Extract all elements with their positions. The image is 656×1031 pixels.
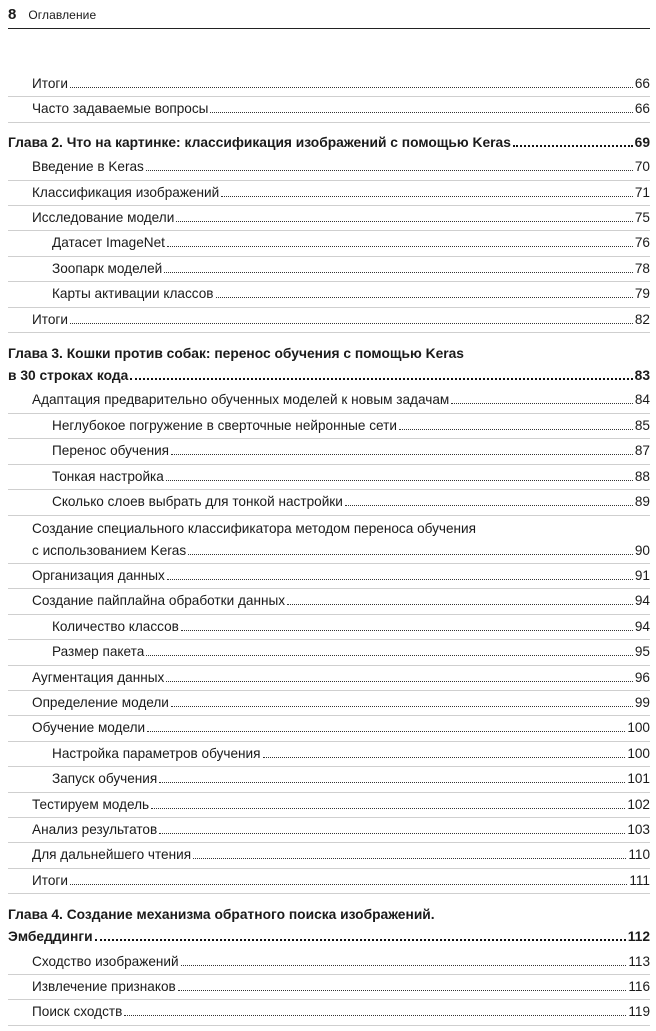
dot-leader [345, 504, 633, 506]
toc-section-entry[interactable] [8, 97, 650, 122]
toc-page-number: 116 [628, 979, 650, 994]
dot-leader [287, 603, 633, 605]
dot-leader [399, 428, 633, 430]
toc-chapter-entry[interactable] [8, 902, 650, 949]
dot-leader [188, 553, 633, 555]
toc-subsection-entry[interactable] [8, 615, 650, 640]
toc-page-number: 87 [634, 443, 650, 459]
toc-section-entry[interactable] [8, 950, 650, 975]
toc-section-entry[interactable] [8, 975, 650, 1000]
toc-section-entry[interactable] [8, 155, 650, 180]
toc-entry-title: Итоги [32, 76, 68, 91]
toc-chapter-title-line2: в 30 строках кода [8, 368, 129, 384]
toc-entry-title: Сколько слоев выбрать для тонкой настройки [52, 494, 343, 510]
toc-section-entry[interactable] [8, 181, 650, 206]
dot-leader [147, 730, 625, 732]
dot-leader [166, 479, 633, 481]
toc-page-number: 91 [634, 567, 650, 583]
toc-chapter-title-line2: Эмбеддинги [8, 929, 93, 945]
dot-leader [181, 629, 633, 631]
toc-page-number: 102 [627, 796, 650, 812]
toc-entry-title: Поиск сходств [32, 1004, 123, 1020]
toc-section-entry[interactable] [8, 564, 650, 589]
dot-leader [70, 322, 633, 324]
toc-entry-title: Тонкая настройка [52, 468, 164, 484]
toc-section-entry[interactable] [8, 72, 650, 97]
toc-section-entry[interactable] [8, 388, 650, 413]
toc-chapter-entry[interactable] [8, 131, 650, 155]
toc-page-number: 66 [634, 76, 650, 91]
dot-leader [451, 402, 633, 404]
toc-section-entry[interactable] [8, 308, 650, 333]
toc-section-entry[interactable] [8, 691, 650, 716]
toc-page-number: 100 [627, 745, 650, 761]
table-of-contents [8, 72, 650, 1026]
toc-page-number: 100 [627, 720, 650, 736]
toc-section-entry[interactable] [8, 1000, 650, 1025]
toc-entry-title: Для дальнейшего чтения [32, 847, 192, 863]
toc-page-number: 96 [634, 669, 650, 685]
toc-section-entry[interactable] [8, 666, 650, 691]
toc-subsection-entry[interactable] [8, 257, 650, 282]
toc-page-number: 95 [634, 644, 650, 660]
toc-entry-title: Размер пакета [52, 644, 145, 660]
toc-entry-title: Обучение модели [32, 720, 146, 736]
dot-leader [263, 756, 626, 758]
toc-subsection-entry[interactable] [8, 465, 650, 490]
toc-page-number: 83 [634, 368, 650, 384]
toc-chapter-title: Глава 2. Что на картинке: классификация изображений с помощью Keras [8, 134, 511, 150]
toc-entry-title: Настройка параметров обучения [52, 745, 261, 761]
dot-leader [70, 883, 627, 885]
toc-entry-title: Извлечение признаков [32, 979, 176, 994]
dot-leader [167, 578, 633, 580]
dot-leader [124, 1014, 626, 1016]
toc-entry-title: Создание пайплайна обработки данных [32, 593, 286, 609]
toc-entry-title: Запуск обучения [52, 771, 158, 787]
dot-leader [181, 964, 627, 966]
dot-leader [70, 86, 633, 88]
toc-subsection-entry[interactable] [8, 640, 650, 665]
toc-subsection-entry[interactable] [8, 282, 650, 307]
toc-page-number: 103 [627, 821, 650, 837]
toc-subsection-entry[interactable] [8, 414, 650, 439]
toc-section-entry[interactable] [8, 869, 650, 894]
toc-section-entry[interactable] [8, 206, 650, 231]
toc-page-number: 82 [634, 311, 650, 327]
dot-leader [95, 938, 626, 941]
dot-leader [193, 857, 626, 859]
toc-page-number: 76 [634, 235, 650, 251]
toc-entry-title: Неглубокое погружение в сверточные нейронные сети [52, 417, 397, 433]
toc-entry-title: Карты активации классов [52, 286, 214, 302]
toc-page-number: 84 [634, 392, 650, 408]
dot-leader [151, 807, 625, 809]
dot-leader [130, 377, 632, 380]
dot-leader [171, 453, 633, 455]
toc-page-number: 75 [634, 210, 650, 226]
dot-leader [176, 220, 633, 222]
toc-page-number: 85 [634, 417, 650, 433]
dot-leader [167, 245, 633, 247]
toc-page-number: 71 [634, 184, 650, 200]
dot-leader [146, 654, 633, 656]
dot-leader [513, 144, 633, 147]
toc-entry-title: Классификация изображений [32, 184, 220, 200]
toc-entry-title: Адаптация предварительно обученных моделей к новым задачам [32, 392, 450, 408]
toc-page-number: 113 [628, 953, 650, 969]
toc-subsection-entry[interactable] [8, 767, 650, 792]
toc-entry-title: Тестируем модель [32, 796, 150, 812]
dot-leader [210, 111, 632, 113]
page-header [8, 6, 650, 29]
dot-leader [159, 781, 625, 783]
page-number: 8 [8, 6, 17, 23]
toc-section-entry[interactable] [8, 793, 650, 818]
toc-section-title-line2: с использованием Keras [32, 542, 187, 558]
toc-section-entry[interactable] [8, 516, 650, 564]
toc-entry-title: Количество классов [52, 618, 179, 634]
toc-page-number: 101 [627, 771, 650, 787]
toc-page-number: 94 [634, 618, 650, 634]
toc-subsection-entry[interactable] [8, 742, 650, 767]
toc-page-number: 79 [634, 286, 650, 302]
toc-entry-title: Исследование модели [32, 210, 175, 226]
toc-entry-title: Итоги [32, 311, 68, 327]
toc-chapter-entry[interactable] [8, 341, 650, 388]
dot-leader [166, 680, 633, 682]
dot-leader [159, 832, 625, 834]
toc-page-number: 88 [634, 468, 650, 484]
toc-page-number: 112 [627, 929, 650, 945]
toc-entry-title: Организация данных [32, 567, 165, 583]
toc-page-number: 70 [634, 159, 650, 175]
dot-leader [164, 271, 633, 273]
toc-section-entry[interactable] [8, 818, 650, 843]
toc-entry-title: Итоги [32, 872, 68, 888]
running-head: Оглавление [28, 8, 97, 22]
toc-page-number: 78 [634, 260, 650, 276]
dot-leader [171, 705, 633, 707]
toc-section-title-line1: Создание специального классификатора методом переноса обучения [32, 520, 477, 536]
toc-entry-title: Аугментация данных [32, 669, 165, 685]
toc-entry-title: Перенос обучения [52, 443, 170, 459]
toc-entry-title: Определение модели [32, 694, 169, 710]
toc-page-number: 119 [628, 1004, 650, 1020]
toc-entry-title: Зоопарк моделей [52, 260, 163, 276]
toc-entry-title: Введение в Keras [32, 159, 144, 175]
toc-page-number: 69 [634, 134, 650, 150]
toc-page-number: 89 [634, 494, 650, 510]
dot-leader [178, 989, 627, 991]
toc-subsection-entry[interactable] [8, 231, 650, 256]
toc-page-number: 90 [634, 542, 650, 558]
toc-section-entry[interactable] [8, 589, 650, 614]
toc-section-entry[interactable] [8, 843, 650, 868]
dot-leader [221, 195, 633, 197]
toc-subsection-entry[interactable] [8, 439, 650, 464]
toc-chapter-title-line1: Глава 3. Кошки против собак: перенос обучения с помощью Keras [8, 346, 464, 362]
toc-page-number: 94 [634, 593, 650, 609]
toc-entry-title: Датасет ImageNet [52, 235, 165, 251]
toc-section-entry[interactable] [8, 716, 650, 741]
toc-entry-title: Часто задаваемые вопросы [32, 101, 209, 117]
toc-subsection-entry[interactable] [8, 490, 650, 515]
dot-leader [216, 296, 633, 298]
dot-leader [146, 169, 633, 171]
toc-entry-title: Анализ результатов [32, 821, 158, 837]
toc-page-number: 66 [634, 101, 650, 117]
toc-chapter-title-line1: Глава 4. Создание механизма обратного поиска изображений. [8, 907, 435, 923]
toc-page-number: 111 [629, 872, 650, 888]
toc-page-number: 99 [634, 694, 650, 710]
toc-entry-title: Сходство изображений [32, 953, 179, 969]
toc-page-number: 110 [628, 847, 650, 863]
